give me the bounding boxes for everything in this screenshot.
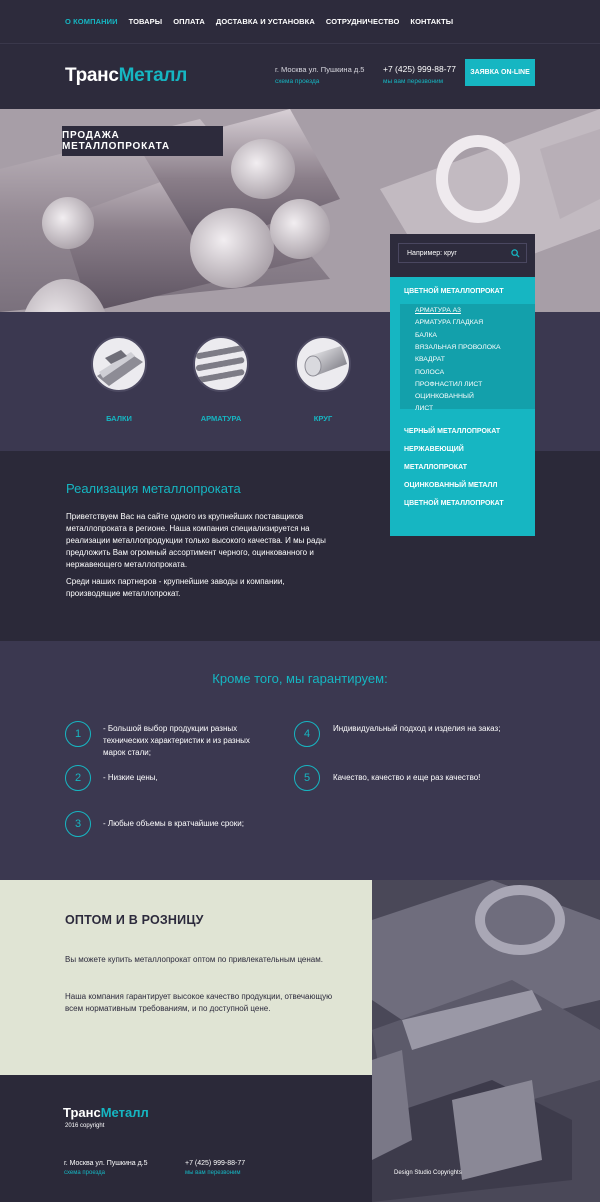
wholesale-section <box>0 880 372 1075</box>
top-navigation <box>0 0 600 44</box>
footer-directions-link[interactable]: схема проезда <box>64 1170 105 1176</box>
nav-item-payment[interactable]: ОПЛАТА <box>173 17 205 26</box>
guarantee-text: Индивидуальный подход и изделия на заказ; <box>333 724 501 733</box>
footer-phone <box>185 1160 245 1176</box>
logo-part1: Транс <box>65 65 119 86</box>
guarantee-text: - Низкие цены, <box>103 773 158 782</box>
guarantee-text: - Большой выбор продукции разных технических характеристик и из разных марок стали; <box>103 724 250 757</box>
submenu-item[interactable]: ОЦИНКОВАННЫЙ <box>415 393 474 400</box>
category-rebar[interactable] <box>193 336 249 423</box>
about-paragraph: Среди наших партнеров - крупнейшие заводы и компании, производящие металлопрокат. <box>66 577 285 598</box>
header-phone <box>383 64 456 85</box>
wholesale-paragraph: Наша компания гарантирует высокое качество продукции, отвечающую всем нормативным требованиям, и по доступной цене. <box>65 992 333 1013</box>
submenu-item[interactable]: ЛИСТ <box>415 405 434 412</box>
menu-item-ferrous[interactable]: ЧЕРНЫЙ МЕТАЛЛОПРОКАТ <box>404 428 501 435</box>
footer-phone-text: +7 (425) 999-88-77 <box>185 1160 246 1167</box>
submenu-item[interactable]: ВЯЗАЛЬНАЯ ПРОВОЛОКА <box>415 344 501 351</box>
logo-part2: Металл <box>118 65 187 86</box>
wholesale-paragraph: Вы можете купить металлопрокат оптом по привлекательным ценам. <box>65 955 323 964</box>
address-text: г. Москва ул. Пушкина д.5 <box>275 65 365 74</box>
footer-callback-link[interactable]: мы вам перезвоним <box>185 1170 241 1176</box>
footer <box>0 1075 372 1202</box>
number-badge: 1 <box>65 721 91 747</box>
category-beams[interactable] <box>91 336 147 423</box>
submenu-item[interactable]: КВАДРАТ <box>415 356 445 363</box>
footer-logo-part1: Транс <box>63 1105 101 1120</box>
submenu-item[interactable]: БАЛКА <box>415 332 437 339</box>
guarantees-section <box>0 641 600 880</box>
footer-address <box>64 1160 148 1176</box>
round-bar-image <box>295 336 351 392</box>
number-badge: 5 <box>294 765 320 791</box>
rebar-image <box>193 336 249 392</box>
menu-item-nonferrous[interactable]: ЦВЕТНОЙ МЕТАЛЛОПРОКАТ <box>404 288 504 295</box>
guarantee-text: - Любые объемы в кратчайшие сроки; <box>103 819 244 828</box>
callback-link[interactable]: мы вам перезвоним <box>383 78 444 85</box>
design-studio-credit[interactable]: Design Studio Copyrights <box>394 1170 462 1176</box>
number-badge: 2 <box>65 765 91 791</box>
footer-logo-part2: Металл <box>100 1105 149 1120</box>
menu-item-metal[interactable]: МЕТАЛЛОПРОКАТ <box>404 464 468 471</box>
hero-badge: ПРОДАЖА МЕТАЛЛОПРОКАТА <box>62 126 223 156</box>
header <box>0 45 600 109</box>
wholesale-title: ОПТОМ И В РОЗНИЦУ <box>65 913 204 927</box>
submenu-item[interactable]: ПРОФНАСТИЛ ЛИСТ <box>415 381 483 388</box>
menu-item-galvanized[interactable]: ОЦИНКОВАННЫЙ МЕТАЛЛ <box>404 482 498 489</box>
menu-item-nonferrous-2[interactable]: ЦВЕТНОЙ МЕТАЛЛОПРОКАТ <box>404 500 504 507</box>
footer-address-text: г. Москва ул. Пушкина д.5 <box>64 1160 148 1167</box>
metal-profiles-image <box>372 880 600 1202</box>
directions-link[interactable]: схема проезда <box>275 78 320 85</box>
category-label: АРМАТУРА <box>200 414 242 423</box>
submenu-item[interactable]: АРМАТУРА А3 <box>415 307 461 314</box>
nav-item-products[interactable]: ТОВАРЫ <box>128 17 163 26</box>
search-placeholder: Например: круг <box>407 249 457 257</box>
phone-text: +7 (425) 999-88-77 <box>383 64 457 74</box>
logo[interactable] <box>65 65 187 87</box>
search-icon[interactable] <box>511 249 520 258</box>
footer-copyright: 2016 copyright <box>65 1123 105 1129</box>
catalog-search <box>390 234 535 277</box>
guarantees-title: Кроме того, мы гарантируем: <box>212 671 388 686</box>
nav-item-contacts[interactable]: КОНТАКТЫ <box>410 17 454 26</box>
nav-item-cooperation[interactable]: СОТРУДНИЧЕСТВО <box>325 17 400 26</box>
guarantee-text: Качество, качество и еще раз качество! <box>333 773 481 782</box>
category-label: КРУГ <box>313 414 333 423</box>
footer-logo[interactable] <box>63 1105 149 1120</box>
nav-item-company[interactable]: О КОМПАНИИ <box>65 17 118 26</box>
submenu-item[interactable]: АРМАТУРА ГЛАДКАЯ <box>415 319 484 326</box>
about-title: Реализация металлопроката <box>66 481 241 496</box>
category-round[interactable] <box>295 336 351 423</box>
beams-image <box>91 336 147 392</box>
submenu-item[interactable]: ПОЛОСА <box>415 369 445 376</box>
category-label: БАЛКИ <box>106 414 132 423</box>
submenu <box>400 304 535 412</box>
number-badge: 4 <box>294 721 320 747</box>
online-request-button[interactable]: ЗАЯВКА ON-LINE <box>465 59 535 86</box>
catalog-sidebar <box>390 234 535 536</box>
menu-item-stainless[interactable]: НЕРЖАВЕЮЩИЙ <box>404 446 464 453</box>
search-input[interactable] <box>398 243 527 263</box>
number-badge: 3 <box>65 811 91 837</box>
header-address <box>275 65 364 85</box>
nav-item-delivery[interactable]: ДОСТАВКА И УСТАНОВКА <box>215 17 315 26</box>
about-paragraph: Приветствуем Вас на сайте одного из крупнейших поставщиков металлопроката в регионе. Наша компания специализируется на реализации металлопродукции только высокого качества. И мы рады предложить Вам огромный ассортимент черного, оцинкованного и нержавеющего металлопроката. <box>66 512 326 569</box>
